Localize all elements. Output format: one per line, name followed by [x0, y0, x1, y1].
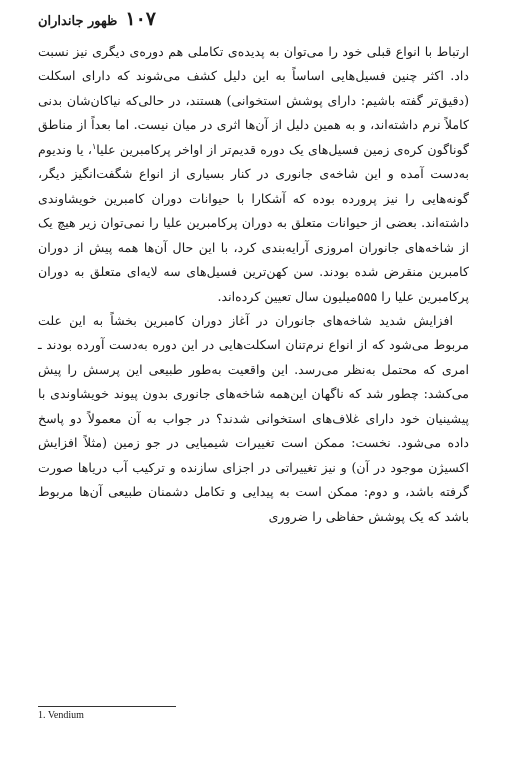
- body-text: [38, 40, 469, 529]
- page-header: [38, 8, 469, 34]
- paragraph-1: [38, 40, 469, 309]
- footnote-divider: [38, 706, 176, 707]
- footnote: 1. Vendium: [38, 710, 84, 721]
- paragraph-2: افزایش شدید شاخه‌های جانوران در آغاز دوران کامبرین بخشاً به این علت مربوط می‌شود که از انواع نرم‌تنان اسکلت‌هایی در این دوره به‌دست آورده بودند ـ امری که محتمل به‌نظر می‌رسد. این واقعیت به‌طور طبیعی این پرسش را پیش می‌کشد: چطور شد که ناگهان این‌همه شاخه‌های جانوری بدون پیوند خویشاوندی با پیشینیان خود دارای غلاف‌های استخوانی شدند؟ در جواب به آن معمولاً دو پاسخ داده می‌شود. نخست: ممکن است تغییرات شیمیایی در جو زمین (مثلاً افزایش اکسیژن موجود در آن) و نیز تغییراتی در اجزای سازنده و ترکیب آب دریاها صورت گرفته باشد، و دوم: ممکن است به پیدایی و تکامل دشمنان طبیعی آن‌ها مربوط باشد که یک پوشش حفاظی را ضروری: [38, 312, 469, 524]
- paragraph-1-text: ارتباط با انواع قبلی خود را می‌توان به پدیده‌ی تکاملی هم دوره‌ی دیگری نیز نسبت داد. اکثر چنین فسیل‌هایی اساساً به این دلیل کشف می‌شوند که دارای اسکلت (دقیق‌تر گفته باشیم: دارای پوشش استخوانی) هستند، در حالی‌که نیاکان‌شان بدنی کاملاً نرم داشته‌اند، و به همین دلیل از آن‌ها اثری در میان نیست. اما بعداً از مناطق گوناگون کره‌ی زمین فسیل‌های یک دوره قدیم‌تر از اواخر پرکامبرین علیا: [38, 44, 470, 157]
- footnote-marker: ۱: [92, 141, 97, 151]
- running-title: ظهور جانداران: [38, 14, 118, 29]
- page-number: ۱۰۷: [125, 8, 156, 30]
- paragraph-1-text-continued: ، یا وندیوم به‌دست آمده و این شاخه‌ی جانوری در کنار بسیاری از انواع شگفت‌انگیز دیگر، گونه‌هایی را نیز پرورده بوده که آشکارا با حیوانات دوران کامبرین خویشاوندی داشته‌اند. بعضی از حیوانات متعلق به دوران پرکامبرین علیا را نمی‌توان زیر هیچ یک از شاخه‌های جانوران امروزی آرایه‌بندی کرد، با این حال آن‌ها همه پیش از دوران کامبرین منقرض شده بودند. سن کهن‌ترین فسیل‌های سه لایه‌ای متعلق به دوران پرکامبرین علیا را ۵۵۵میلیون سال تعیین کرده‌اند.: [38, 141, 469, 304]
